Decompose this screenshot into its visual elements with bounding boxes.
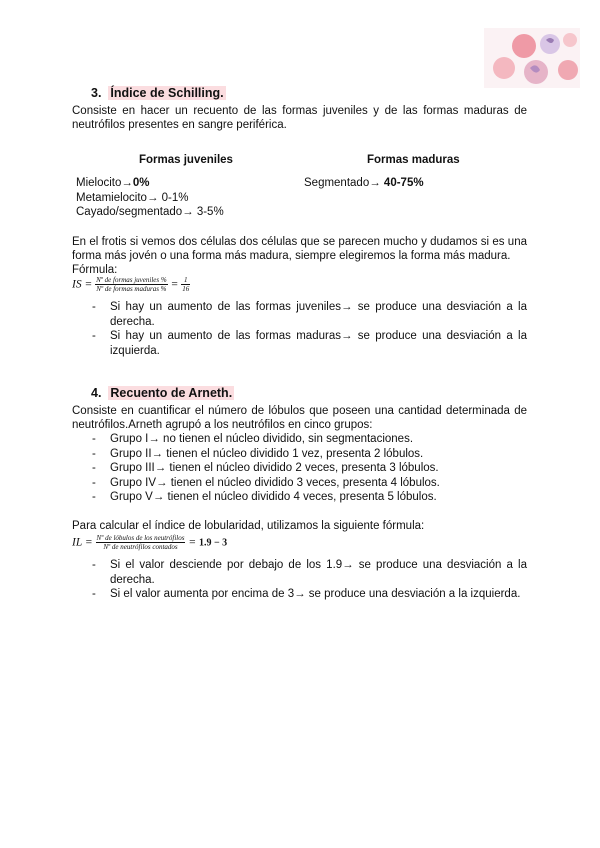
maduras-list <box>304 176 424 191</box>
formula-fraction: $\frac{\text{Nº de lóbulos de los neutrófilos}}{\text{Nº de neutrófilos contados}}$ <box>96 534 185 551</box>
blood-cell-icon <box>493 57 515 79</box>
section-3-title: Índice de Schilling. <box>110 86 224 100</box>
juvenil-row: Cayado/segmentado→ 3-5% <box>76 206 224 218</box>
list-item: - Grupo II→ tienen el núcleo dividido 1 vez, presenta 2 lóbulos. <box>72 447 527 462</box>
list-item: - Grupo I→ no tienen el núcleo dividido, sin segmentaciones. <box>72 432 527 447</box>
arneth-bullets <box>72 558 527 602</box>
frotis-line2: forma más jovén o una forma más madura, siempre elegiremos la forma más madura. <box>72 250 511 262</box>
list-item: - Grupo III→ tienen el núcleo dividido 2 veces, presenta 3 lóbulos. <box>72 461 527 476</box>
juvenil-row: Mielocito→0% <box>76 177 150 189</box>
blood-cell-icon <box>558 60 578 80</box>
schilling-bullets <box>72 300 527 358</box>
formula-schilling: IS = $\frac{\text{Nº de formas juveniles \%}}{\text{Nº de formas maduras \%}}$ = $\frac{1}{16}$ <box>72 276 190 293</box>
blood-cells-image <box>484 28 580 88</box>
schilling-intro-line1: Consiste en hacer un recuento de las formas juveniles y de las formas maduras de <box>72 105 527 117</box>
list-item: - Si el valor desciende por debajo de los 1.9→ se produce una desviación a la derecha. <box>72 558 527 587</box>
section-4-title: Recuento de Arneth. <box>110 386 233 400</box>
formula-arneth: IL = $\frac{\text{Nº de lóbulos de los neutrófilos}}{\text{Nº de neutrófilos contados}}$ = 1.9 − 3 <box>72 534 228 551</box>
juveniles-list <box>76 176 224 220</box>
blood-cell-icon <box>512 34 536 58</box>
section-4-number: 4. <box>91 386 102 400</box>
blood-cell-icon <box>563 33 577 47</box>
section-4-heading <box>91 386 234 401</box>
blood-cell-icon <box>540 34 560 54</box>
formula-fraction: $\frac{\text{Nº de formas juveniles \%}}{\text{Nº de formas maduras \%}}$ <box>96 276 167 293</box>
list-item: - Si hay un aumento de las formas juveniles→ se produce una desviación a la derecha. <box>72 300 527 329</box>
formula-label: Fórmula: <box>72 264 118 276</box>
arneth-intro-line1: Consiste en cuantificar el número de lóbulos que poseen una cantidad determinada de <box>72 405 527 417</box>
list-item: - Grupo V→ tienen el núcleo dividido 4 veces, presenta 5 lóbulos. <box>72 490 527 505</box>
madura-row: Segmentado→ 40-75% <box>304 177 424 189</box>
list-item: - Si el valor aumenta por encima de 3→ se produce una desviación a la izquierda. <box>72 587 527 602</box>
section-3-number: 3. <box>91 86 102 100</box>
list-item: - Si hay un aumento de las formas maduras→ se produce una desviación a la izquierda. <box>72 329 527 358</box>
arneth-groups <box>72 432 527 505</box>
lobularidad-text: Para calcular el índice de lobularidad, utilizamos la siguiente fórmula: <box>72 520 425 532</box>
col-maduras-header: Formas maduras <box>367 154 460 166</box>
col-juveniles-header: Formas juveniles <box>139 154 233 166</box>
schilling-intro-line2: neutrófilos presentes en sangre periférica. <box>72 119 287 131</box>
formula-result-fraction: $\frac{1}{16}$ <box>182 276 190 293</box>
frotis-line1: En el frotis si vemos dos células dos células que se parecen mucho y dudamos si es una <box>72 236 527 248</box>
section-3-heading <box>91 86 226 101</box>
juvenil-row: Metamielocito→ 0-1% <box>76 191 189 204</box>
list-item: - Grupo IV→ tienen el núcleo dividido 3 veces, presenta 4 lóbulos. <box>72 476 527 491</box>
arneth-intro-line2: neutrófilos.Arneth agrupó a los neutrófilos en cinco grupos: <box>72 419 373 431</box>
